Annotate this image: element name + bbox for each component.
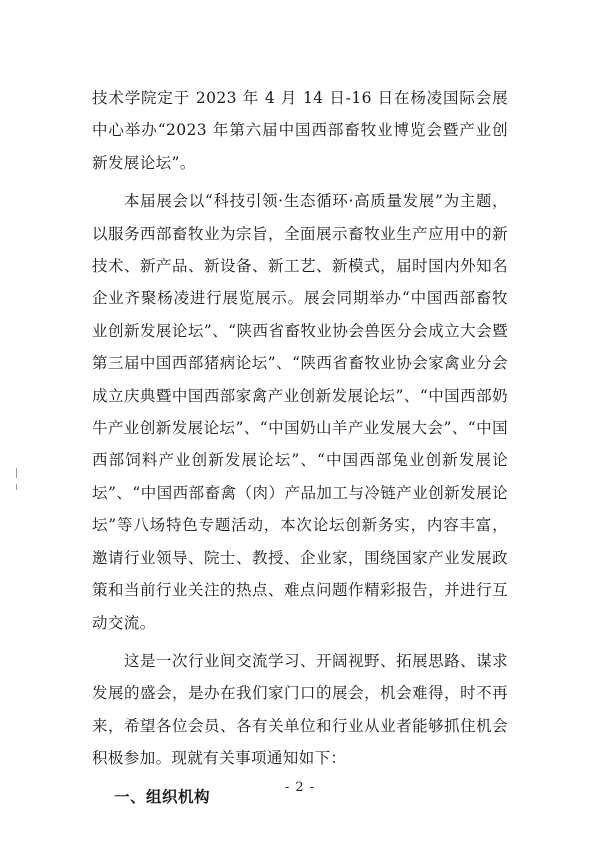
scan-artifact-mark xyxy=(16,484,17,490)
section-heading-organization: 一、组织机构 xyxy=(114,787,211,806)
paragraph-invitation: 这是一次行业间交流学习、开阔视野、拓展思路、谋求发展的盛会，是办在我们家门口的展会，机会难得，时不再来，希望各位会员、各有关单位和行业从业者能够抓住机会积极参加。现就有关事项通知如下： xyxy=(92,651,508,768)
paragraph-expo-description: 本届展会以“科技引领·生态循环·高质量发展”为主题，以服务西部畜牧业为宗旨，全面展示畜牧业生产应用中的新技术、新产品、新设备、新工艺、新模式，届时国内外知名企业齐聚杨凌进行展览展示。展会同期举办“中国西部畜牧业创新发展论坛”、“陕西省畜牧业协会兽医分会成立大会暨第三届中国西部猪病论坛”、“陕西省畜牧业协会家禽业分会成立庆典暨中国西部家禽产业创新发展论坛”、“中国西部奶牛产业创新发展论坛”、“中国奶山羊产业发展大会”、“中国西部饲料产业创新发展论坛”、“中国西部兔业创新发展论坛”、“中国西部畜禽（肉）产品加工与冷链产业创新发展论坛”等八场特色专题活动，本次论坛创新务实，内容丰富，邀请行业领导、院士、教授、企业家，围绕国家产业发展政策和当前行业关注的热点、难点问题作精彩报告，并进行互动交流。 xyxy=(92,192,508,632)
scan-artifact-mark xyxy=(16,468,17,478)
document-body xyxy=(92,82,508,813)
paragraph-intro-continuation: 技术学院定于 2023 年 4 月 14 日-16 日在杨凌国际会展中心举办“2023 年第六届中国西部畜牧业博览会暨产业创新发展论坛”。 xyxy=(92,89,508,172)
page-number: - 2 - xyxy=(284,780,316,795)
